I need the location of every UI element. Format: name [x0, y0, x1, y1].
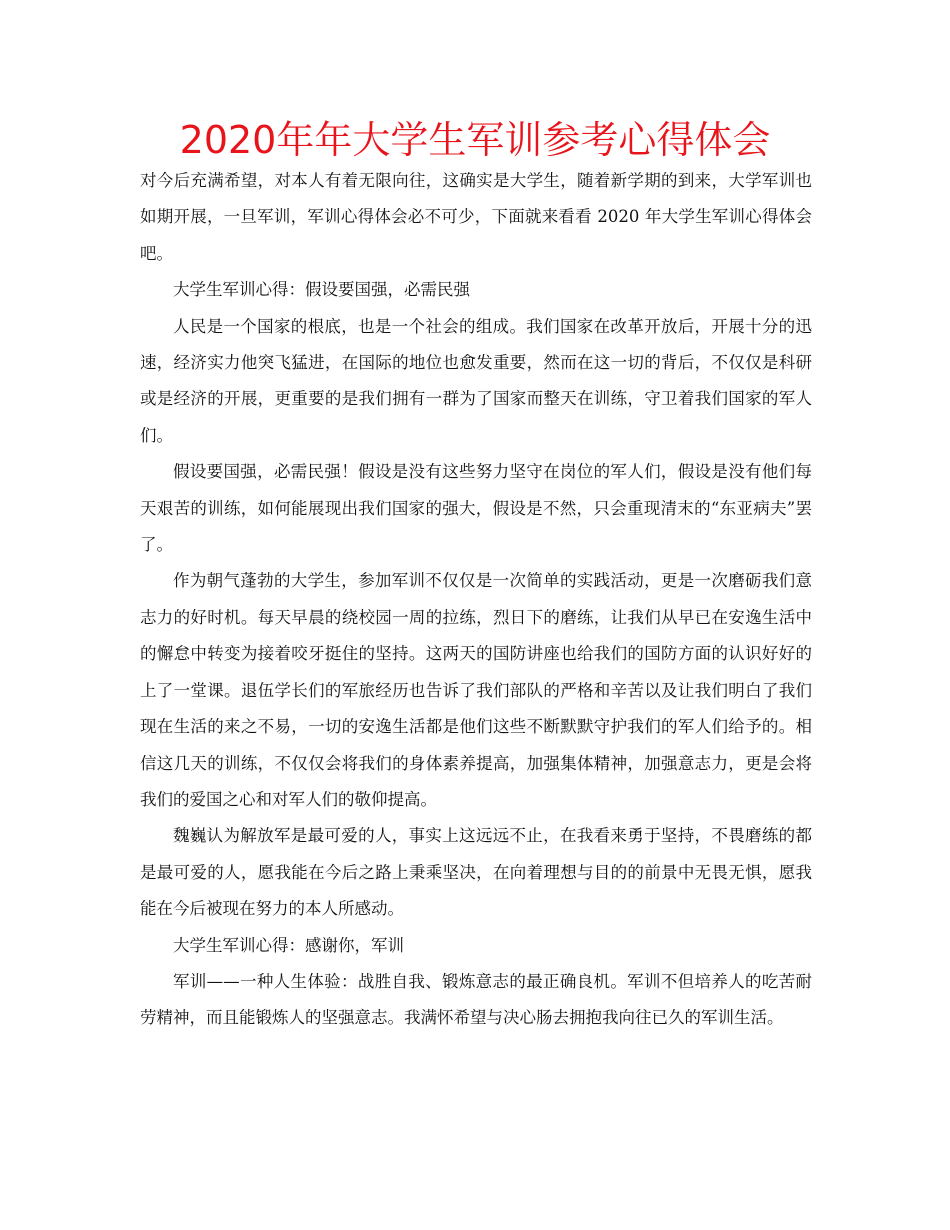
document-body [140, 163, 812, 1037]
section-heading-2: 大学生军训心得：感谢你，军训 [173, 935, 404, 955]
paragraph: 人民是一个国家的根底，也是一个社会的组成。我们国家在改革开放后，开展十分的迅速，经济实力他突飞猛进，在国际的地位也愈发重要，然而在这一切的背后，不仅仅是科研或是经济的开展，更重要的是我们拥有一群为了国家而整天在训练，守卫着我们国家的军人们。 [140, 316, 812, 445]
paragraph: 假设要国强，必需民强！假设是没有这些努力坚守在岗位的军人们，假设是没有他们每天艰苦的训练，如何能展现出我们国家的强大，假设是不然，只会重现清末的“东亚病夫”罢了。 [140, 462, 812, 555]
paragraph-intro: 对今后充满希望，对本人有着无限向往，这确实是大学生，随着新学期的到来，大学军训也如期开展，一旦军训，军训心得体会必不可少，下面就来看看 2020 年大学生军训心得体会吧。 [140, 171, 812, 263]
paragraph: 军训——一种人生体验：战胜自我、锻炼意志的最正确良机。军训不但培养人的吃苦耐劳精神，而且能锻炼人的坚强意志。我满怀希望与决心肠去拥抱我向往已久的军训生活。 [140, 971, 812, 1028]
paragraph: 作为朝气蓬勃的大学生，参加军训不仅仅是一次简单的实践活动，更是一次磨砺我们意志力的好时机。每天早晨的绕校园一周的拉练，烈日下的磨练，让我们从早已在安逸生活中的懈怠中转变为接着咬牙挺住的坚持。这两天的国防讲座也给我们的国防方面的认识好好的上了一堂课。退伍学长们的军旅经历也告诉了我们部队的严格和辛苦以及让我们明白了我们现在生活的来之不易，一切的安逸生活都是他们这些不断默默守护我们的军人们给予的。相信这几天的训练，不仅仅会将我们的身体素养提高，加强集体精神，加强意志力，更是会将我们的爱国之心和对军人们的敬仰提高。 [140, 571, 812, 809]
section-heading-1: 大学生军训心得：假设要国强，必需民强 [173, 280, 470, 300]
paragraph: 魏巍认为解放军是最可爱的人，事实上这远远不止，在我看来勇于坚持，不畏磨练的都是最可爱的人，愿我能在今后之路上秉乘坚决，在向着理想与目的的前景中无畏无惧，愿我能在今后被现在努力的本人所感动。 [140, 826, 812, 919]
document-title: 2020年年大学生军训参考心得体会 [179, 118, 771, 162]
